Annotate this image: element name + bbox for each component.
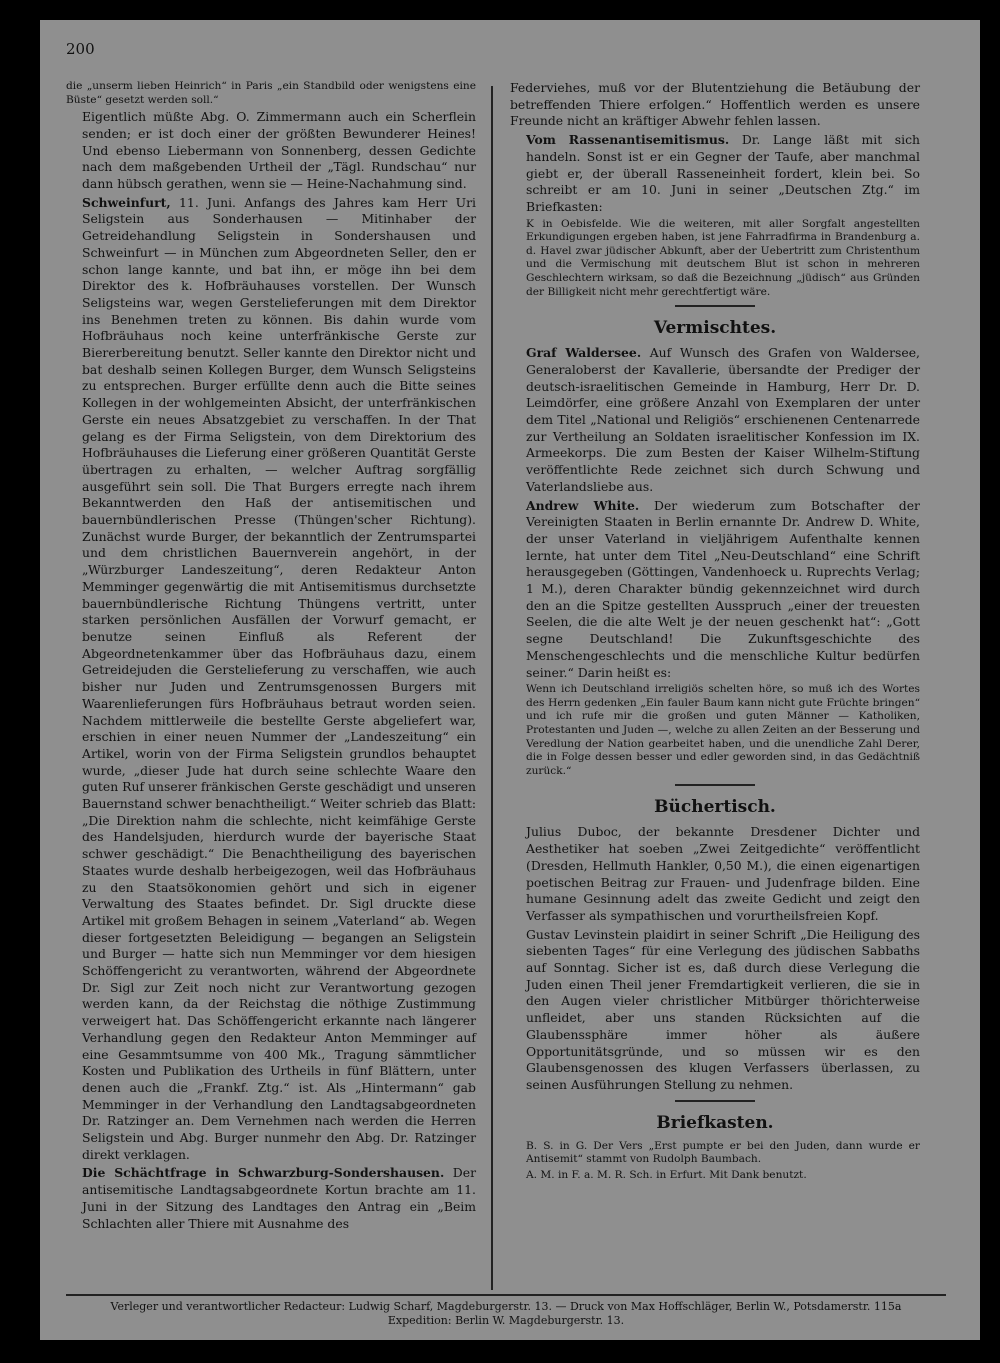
buechertisch-title: Büchertisch. (654, 797, 776, 818)
briefkasten-item: A. M. in F. a. M. R. Sch. in Erfurt. Mit Dank benutzt. (526, 1168, 807, 1181)
waldersee-heading: Graf Waldersee. (526, 345, 642, 361)
white-heading: Andrew White. (526, 497, 640, 513)
schweinfurt-paragraph (66, 195, 476, 1164)
newspaper-page (40, 20, 980, 1340)
footer-rule (66, 1294, 946, 1296)
duboc-paragraph: Julius Duboc, der bekannte Dresdener Dichter und Aesthetiker hat soeben „Zwei Zeitgedichte“ veröffentlicht (Dresden, Hellmuth Hankler, 0,50 M.), die einen eigenartigen poetischen Beitrag zur Frauen- und Judenfrage bilden. Eine humane Gesinnung adelt das zweite Gedicht und zeigt den Verfasser als sympathischen und vorurtheilsfreien Kopf. (526, 824, 920, 923)
imprint-line-publisher: Verleger und verantwortlicher Redacteur: Ludwig Scharf, Magdeburgerstr. 13. — Druck von Max Hoffschläger, Berlin W., Potsdamerstr. 115a (110, 1300, 902, 1313)
section-rule (675, 784, 755, 786)
rassenantisemitismus-quote: K in Oebisfelde. Wie die weiteren, mit aller Sorgfalt angestellten Erkundigungen ergeben haben, ist jene Fahrradfirma in Brandenburg a. d. Havel zwar jüdischer Abkunft, aber der Uebertritt zum Christenthum und die Vermischung mit deutschem Blut ist schon in mehreren Geschlechtern wirksam, so daß die Bezeichnung „jüdisch“ aus Gründen der Billigkeit nicht mehr gerechtfertigt wäre. (526, 217, 920, 298)
rassenantisemitismus-paragraph (510, 132, 920, 216)
schaechtfrage-paragraph (66, 1165, 476, 1232)
left-column (66, 80, 476, 1234)
right-column (510, 80, 920, 1184)
section-rule (675, 305, 755, 307)
vermischtes-title: Vermischtes. (653, 318, 777, 339)
imprint-footer (66, 1300, 946, 1328)
continuation-paragraph: Federviehes, muß vor der Blutentziehung die Betäubung der betreffenden Thiere erfolgen.“ Hoffentlich werden es unsere Freunde nicht an kräftiger Abwehr fehlen lassen. (510, 80, 920, 129)
intro-paragraph: die „unserm lieben Heinrich“ in Paris „ein Standbild oder wenigstens eine Büste“ gesetzt werden soll.“ (66, 80, 476, 106)
white-quote: Wenn ich Deutschland irreligiös schelten höre, so muß ich des Wortes des Herrn gedenken „Ein fauler Baum kann nicht gute Früchte bringen“ und ich rufe mir die großen und guten Männer — Katholiken, Protestanten und Juden —, welche zu allen Zeiten an der Besserung und Veredlung der Nation gearbeitet haben, und die unendliche Zahl Derer, die in Folge dessen besser und edler geworden sind, in das Gedächtniß zurück.“ (526, 683, 920, 777)
briefkasten-item: B. S. in G. Der Vers „Erst pumpte er bei den Juden, dann wurde er Antisemit“ stammt von Rudolph Baumbach. (526, 1139, 920, 1166)
section-rule (675, 1100, 755, 1102)
rassenantisemitismus-heading: Vom Rassenantisemitismus. (526, 132, 730, 148)
rassenantisemitismus-text: Dr. Lange läßt mit sich handeln. Sonst ist er ein Gegner der Taufe, aber manchmal giebt er, der überall Rasseneinheit fordert, klein bei. So schreibt er am 10. Juni in seiner „Deutschen Ztg.“ im Briefkasten: (526, 132, 920, 214)
column-divider (491, 86, 493, 1290)
schaechtfrage-heading: Die Schächtfrage in Schwarzburg-Sondershausen. (82, 1165, 445, 1181)
schweinfurt-date: 11. Juni. (170, 194, 236, 210)
waldersee-paragraph (510, 345, 920, 495)
schweinfurt-heading: Schweinfurt, (82, 194, 171, 210)
levinstein-paragraph: Gustav Levinstein plaidirt in seiner Schrift „Die Heiligung des siebenten Tages“ für eine Verlegung des jüdischen Sabbaths auf Sonntag. Sicher ist es, daß durch diese Verlegung die Juden einen Theil jener Fremdartigkeit verlieren, die sie in den Augen vieler christlicher Mitbürger thörichterweise unfleidet, aber uns standen Rücksichten auf die Glaubenssphäre immer höher als äußere Opportunitätsgründe, und so müssen wir es den Glaubensgenossen des klugen Verfassers überlassen, zu seinen Ausführungen Stellung zu nehmen. (526, 926, 920, 1092)
waldersee-text: Auf Wunsch des Grafen von Waldersee, Generaloberst der Kavallerie, übersandte der Prediger der deutsch-israelitischen Gemeinde in Hamburg, Herr Dr. D. Leimdörfer, eine größere Anzahl von Exemplaren der unter dem Titel „National und Religiös“ erschienenen Centenarrede zur Vertheilung an Soldaten israelitischer Konfession im IX. Armeekorps. Die zum Besten der Kaiser Wilhelm-Stiftung veröffentlichte Rede zeichnet sich durch Schwung und Vaterlandsliebe aus. (526, 345, 920, 494)
imprint-line-expedition: Expedition: Berlin W. Magdeburgerstr. 13. (387, 1314, 625, 1327)
zimmermann-paragraph: Eigentlich müßte Abg. O. Zimmermann auch ein Scherflein senden; er ist doch einer der größten Bewunderer Heines! Und ebenso Liebermann von Sonnenberg, dessen Gedichte nach dem maßgebenden Urtheil der „Tägl. Rundschau“ nur dann hübsch gerathen, wenn sie — Heine-Nachahmung sind. (82, 109, 476, 191)
schweinfurt-text: Anfangs des Jahres kam Herr Uri Seligstein aus Sonderhausen — Mitinhaber der Getreidehandlung Seligstein in Sondershausen und Schweinfurt — in München zum Abgeordneten Seller, den er schon lange kannte, und bat ihn, er möge ihn bei dem Direktor des k. Hofbräuhauses vorstellen. Der Wunsch Seligsteins war, wegen Gerstelieferungen mit dem Direktor ins Benehmen treten zu können. Bis dahin wurde vom Hofbräuhaus noch keine unterfränkische Gerste zur Biererbereitung benutzt. Seller kannte den Direktor nicht und bat deshalb seinen Kollegen Burger, dem Wunsch Seligsteins zu entsprechen. Burger erfüllte denn auch die Bitte seines Kollegen in der wohlgemeinten Absicht, der unterfränkischen Gerste ein neues Absatzgebiet zu verschaffen. In der That gelang es der Firma Seligstein, von dem Direktorium des Hofbräuhauses die Lieferung einer größeren Quantität Gerste übertragen zu erhalten, — welcher Auftrag sorgfällig ausgeführt sein soll. Die That Burgers erregte nach ihrem Bekanntwerden den Haß der antisemitischen und bauernbündlerischen Presse (Thüngen'scher Richtung). Zunächst wurde Burger, der bekanntlich der Zentrumspartei und dem christlichen Bauernverein angehört, in der „Würzburger Landeszeitung“, deren Redakteur Anton Memminger gegenwärtig die mit Antisemitismus durchsetzte bauernbündlerische Richtung Thüngens vertritt, unter starken persönlichen Ausfällen der Vorwurf gemacht, er benutze seinen Einfluß als Referent der Abgeordnetenkammer über das Hofbräuhaus dazu, einem Getreidejuden die Gerstelieferung zu verschaffen, wie auch bisher nur Juden und Zentrumsgenossen Burgers mit Waarenlieferungen fürs Hofbräuhaus betraut worden seien. Nachdem mittlerweile die bestellte Gerste abgeliefert war, erschien in einer neuen Nummer der „Landeszeitung“ ein Artikel, worin von der Firma Seligstein grundlos behauptet wurde, „dieser Jude hat durch seine schlechte Waare den guten Ruf unserer fränkischen Gerste geschädigt und unseren Bauernstand schwer benachtheiligt.“ Weiter schrieb das Blatt: „Die Direktion nahm die schlechte, nicht keimfähige Gerste des Handelsjuden, hierdurch wurde der bayerische Staat schwer geschädigt.“ Die Benachtheiligung des bayerischen Staates wurde deshalb herbeigezogen, weil das Hofbräuhaus zu den Staatsökonomien gehört und sich in eigener Verwaltung des Staates befindet. Dr. Sigl druckte diese Artikel mit großem Behagen in seinem „Vaterland“ ab. Wegen dieser fortgesetzten Beleidigung — begangen an Seligstein und Burger — hatte sich nun Memminger vor dem hiesigen Schöffengericht zu verantworten, während der Abgeordnete Dr. Sigl zur Zeit noch nicht zur Verantwortung gezogen werden kann, da der Reichstag die nöthige Zustimmung verweigert hat. Das Schöffengericht erkannte nach längerer Verhandlung gegen den Redakteur Anton Memminger auf eine Gesammtsumme von 400 Mk., Tragung sämmtlicher Kosten und Publikation des Urtheils in fünf Blättern, unter denen auch die „Frankf. Ztg.“ ist. Als „Hintermann“ gab Memminger in der Verhandlung den Landtagsabgeordneten Dr. Ratzinger an. Dem Vernehmen nach werden die Herren Seligstein und Abg. Burger nunmehr den Abg. Dr. Ratzinger direkt verklagen. (82, 194, 476, 1162)
briefkasten-title: Briefkasten. (656, 1112, 774, 1133)
white-text: Der wiederum zum Botschafter der Vereinigten Staaten in Berlin ernannte Dr. Andrew D. White, der unser Vaterland in vieljährigem Aufenthalte kennen lernte, hat unter dem Titel „Neu-Deutschland“ eine Schrift herausgegeben (Göttingen, Vandenhoeck u. Ruprechts Verlag; 1 M.), deren Charakter bündig gekennzeichnet wird durch den an die Spitze gestellten Ausspruch „einer der treuesten Seelen, die die alte Welt je der neuen geschenkt hat“: „Gott segne Deutschland! Die Zukunftsgeschichte des Menschengeschlechts und die menschliche Kultur bedürfen seiner.“ Darin heißt es: (526, 497, 920, 680)
schaechtfrage-text: Der antisemitische Landtagsabgeordnete Kortun brachte am 11. Juni in der Sitzung des Landtages den Antrag ein „Beim Schlachten aller Thiere mit Ausnahme des (82, 1165, 476, 1231)
white-paragraph (510, 498, 920, 682)
page-number: 200 (66, 40, 95, 58)
